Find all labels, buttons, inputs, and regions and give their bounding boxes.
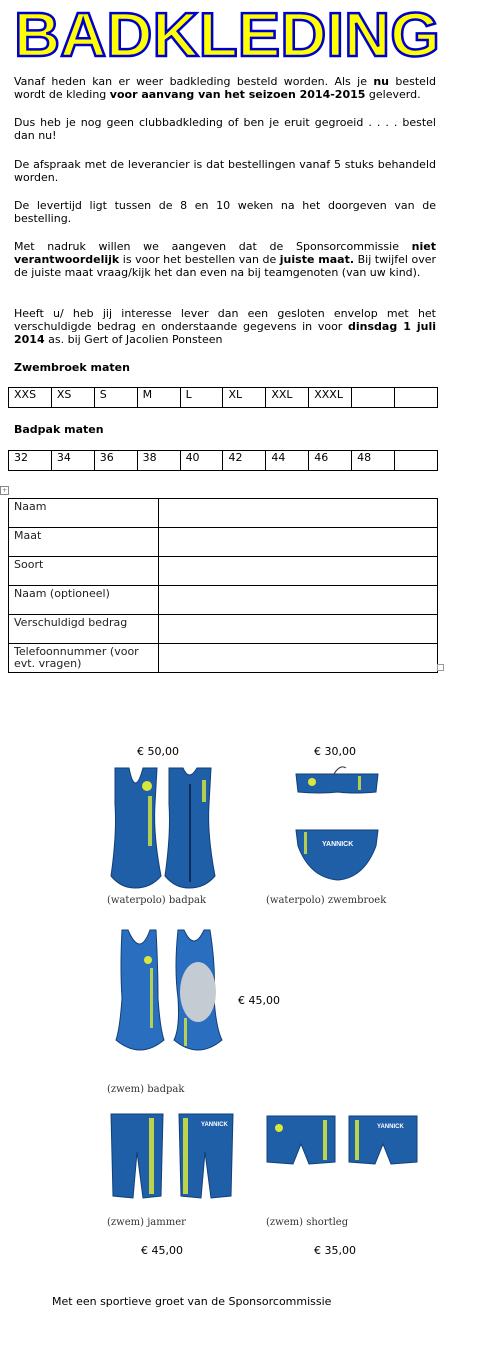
size-cell: [395, 388, 438, 408]
zwem-shortleg-image: [265, 1114, 419, 1166]
table-row: [9, 586, 438, 615]
size-cell: 48: [352, 451, 395, 471]
intro-paragraph-1: Vanaf heden kan er weer badkleding besteld worden. Als je nu besteld wordt de kleding voor aanvang van het seizoen 2014-2015 geleverd.: [14, 75, 436, 101]
table-row: [9, 557, 438, 586]
size-cell: XXXL: [309, 388, 352, 408]
form-label: Naam (optioneel): [9, 586, 159, 615]
table-row: [9, 499, 438, 528]
price-zwem-shortleg: € 35,00: [314, 1244, 356, 1257]
size-cell: 32: [9, 451, 52, 471]
intro-paragraph-6: Heeft u/ heb jij interesse lever dan een gesloten envelop met het verschuldigde bedrag en onderstaande gegevens in voor dinsdag 1 juli 2014 as. bij Gert of Jacolien Ponsteen: [14, 307, 437, 346]
order-form-table: [8, 498, 438, 673]
page-title: [12, 2, 442, 64]
size-cell: XXS: [9, 388, 52, 408]
intro-paragraph-2: Dus heb je nog geen clubbadkleding of ben je eruit gegroeid . . . . bestel dan nu!: [14, 116, 436, 142]
size-cell: XXL: [266, 388, 309, 408]
table-row: [9, 528, 438, 557]
size-cell: [352, 388, 395, 408]
zwem-badpak-image: [112, 928, 228, 1054]
size-cell: 40: [180, 451, 223, 471]
shortleg-name-print: YANNICK: [377, 1124, 404, 1130]
zwembroek-size-table: [8, 387, 438, 408]
size-cell: 44: [266, 451, 309, 471]
table-resize-handle[interactable]: [437, 664, 444, 671]
size-cell: XS: [51, 388, 94, 408]
jammer-name-print: YANNICK: [201, 1122, 228, 1128]
caption-waterpolo-zwembroek: (waterpolo) zwembroek: [266, 895, 387, 906]
size-cell: M: [137, 388, 180, 408]
waterpolo-zwembroek-image: [294, 762, 380, 884]
form-field[interactable]: [159, 499, 438, 528]
price-waterpolo-zwembroek: € 30,00: [314, 745, 356, 758]
size-cell: L: [180, 388, 223, 408]
waterpolo-badpak-image: [107, 764, 219, 892]
zwembroek-heading: Zwembroek maten: [14, 361, 130, 374]
size-cell: 38: [137, 451, 180, 471]
table-row: [9, 644, 438, 673]
caption-zwem-jammer: (zwem) jammer: [107, 1217, 186, 1228]
caption-waterpolo-badpak: (waterpolo) badpak: [107, 895, 207, 906]
form-field[interactable]: [159, 586, 438, 615]
form-field[interactable]: [159, 615, 438, 644]
size-cell: XL: [223, 388, 266, 408]
intro-paragraph-3: De afspraak met de leverancier is dat bestellingen vanaf 5 stuks behandeld worden.: [14, 158, 436, 184]
intro-paragraph-4: De levertijd ligt tussen de 8 en 10 weken na het doorgeven van de bestelling.: [14, 199, 436, 225]
form-field[interactable]: [159, 557, 438, 586]
badpak-size-table: [8, 450, 438, 471]
price-zwem-badpak: € 45,00: [238, 994, 280, 1007]
form-label: Maat: [9, 528, 159, 557]
closing-text: Met een sportieve groet van de Sponsorcommissie: [52, 1295, 332, 1308]
form-label: Naam: [9, 499, 159, 528]
caption-zwem-badpak: (zwem) badpak: [107, 1084, 185, 1095]
badpak-heading: Badpak maten: [14, 423, 104, 436]
intro-paragraph-5: Met nadruk willen we aangeven dat de Sponsorcommissie niet verantwoordelijk is voor het bestellen van de juiste maat. Bij twijfel over de juiste maat vraag/kijk het dan even na bij teamgenoten (van uw kind).: [14, 240, 436, 279]
title-text: BADKLEDING: [14, 2, 440, 64]
zwem-jammer-image: [107, 1112, 237, 1200]
size-cell: 46: [309, 451, 352, 471]
form-field[interactable]: [159, 644, 438, 673]
size-cell: 36: [94, 451, 137, 471]
table-move-handle-icon[interactable]: +: [1, 487, 8, 494]
price-waterpolo-badpak: € 50,00: [137, 745, 179, 758]
price-zwem-jammer: € 45,00: [141, 1244, 183, 1257]
size-cell: [395, 451, 438, 471]
form-label: Soort: [9, 557, 159, 586]
size-cell: S: [94, 388, 137, 408]
form-field[interactable]: [159, 528, 438, 557]
table-row: [9, 615, 438, 644]
size-cell: 42: [223, 451, 266, 471]
size-cell: 34: [51, 451, 94, 471]
form-label: Telefoonnummer (voor evt. vragen): [9, 644, 159, 673]
caption-zwem-shortleg: (zwem) shortleg: [266, 1217, 349, 1228]
form-label: Verschuldigd bedrag: [9, 615, 159, 644]
zwembroek-name-print: YANNICK: [322, 841, 354, 848]
